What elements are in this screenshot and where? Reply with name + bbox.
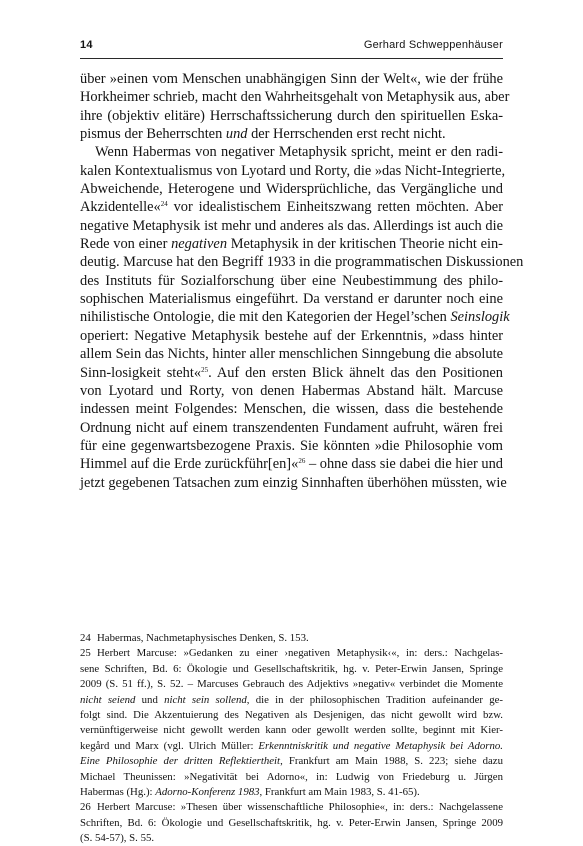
body-line: allem Sein das Nichts, hinter aller menschlichen Sinngebung die absolute xyxy=(80,346,503,363)
text-run: – ohne dass sie dabei die hier und xyxy=(305,456,504,473)
footnote-26 xyxy=(80,800,503,815)
body-line: negative Metaphysik ist mehr und anderes als das. Allerdings ist auch die xyxy=(80,217,503,234)
body-line: ihre (objektiv elitäre) Herrschaftssicherung durch den spirituellen Eska- xyxy=(80,107,503,124)
footnote-line: folgt sind. Die Akzentuierung des Negativen als Desjenigen, das nicht gewollt wird bzw. xyxy=(80,708,503,721)
body-line: Wenn Habermas von negativer Metaphysik spricht, meint er den radi- xyxy=(95,144,503,161)
body-line: kalen Kontextualismus von Lyotard und Rorty, die »das Nicht-Integrierte, xyxy=(80,162,506,179)
footnote-line xyxy=(80,693,503,708)
text-run: pismus der Beherrschten xyxy=(80,126,226,143)
body-line xyxy=(80,198,503,216)
footnote-line: (S. 54-57), S. 55. xyxy=(80,832,155,845)
running-header xyxy=(80,36,503,59)
text-run: kegård und Marx (vgl. Ulrich Müller: xyxy=(80,739,259,752)
body-line: des Instituts für Sozialforschung über eine Neubestimmung des philo- xyxy=(80,272,503,289)
text-run: . Auf den ersten Blick ähnelt das den Positionen xyxy=(208,364,503,381)
footnote-number: 25 xyxy=(80,647,91,660)
text-run: , Frankfurt am Main 1988, S. 223; siehe dazu xyxy=(280,755,503,768)
body-line: Abweichende, Heterogene und Widersprüchliche, das Vergängliche und xyxy=(80,181,503,198)
footnotes xyxy=(80,631,503,846)
text-run: Habermas (Hg.): xyxy=(80,785,156,798)
footnote-text: Herbert Marcuse: »Gedanken zu einer ›negativen Metaphysik‹«, in: ders.: Nachgelas- xyxy=(97,647,503,660)
body-line: Ordnung nicht auf einem transzendenten Fundament aufruht, wären frei xyxy=(80,419,503,436)
footnote-line: Michael Theunissen: »Negativität bei Adorno«, in: Ludwig von Friedeburg u. Jürgen xyxy=(80,770,503,783)
footnote-line: sene Schriften, Bd. 6: Ökologie und Gesellschaftskritik, hg. v. Peter-Erwin Jansen, Springe xyxy=(80,662,503,675)
footnote-ref: 24 xyxy=(160,200,168,209)
emphasis: nicht seiend xyxy=(80,693,136,706)
footnote-line xyxy=(80,739,503,754)
body-line: über »einen vom Menschen unabhängigen Sinn der Welt«, wie der frühe xyxy=(80,71,503,87)
body-line: deutig. Marcuse hat den Begriff 1933 in die programmatischen Diskussionen xyxy=(80,254,524,271)
body-line xyxy=(80,308,510,326)
footnote-number: 24 xyxy=(80,632,91,644)
footnote-ref: 25 xyxy=(201,365,209,374)
body-line: von Lyotard und Rorty, von denen Habermas Abstand hält. Marcuse xyxy=(80,382,503,399)
footnote-line: 2009 (S. 51 ff.), S. 52. – Marcuses Gebrauch des Adjektivs »negativ« verbindet die Momente xyxy=(80,678,503,691)
body-line xyxy=(80,125,503,143)
body-line xyxy=(80,235,503,253)
footnote-line xyxy=(80,754,503,769)
footnote-line: Schriften, Bd. 6: Ökologie und Gesellschaftskritik, hg. v. Peter-Erwin Jansen, Springe 2009 xyxy=(80,816,503,829)
body-line xyxy=(80,364,503,382)
footnote-25 xyxy=(80,646,503,661)
text-run: vor idealistischem Einheitszwang retten möchten. Aber xyxy=(167,199,503,216)
text-run: , die in der philosophischen Tradition aufeinander ge- xyxy=(246,693,504,706)
text-run: und xyxy=(135,693,165,706)
body-line: jetzt gegebenen Tatsachen zum einzig Sinnhaften überhöhen müssten, wie xyxy=(80,474,507,491)
body-text xyxy=(80,70,524,492)
emphasis: und xyxy=(225,126,248,143)
text-run: der Herrschenden erst recht nicht. xyxy=(247,126,446,143)
body-line xyxy=(80,455,503,473)
text-run: nihilistische Ontologie, die mit den Kategorien der Hegel’schen xyxy=(80,309,451,326)
footnote-text: Habermas, Nachmetaphysisches Denken, S. 153. xyxy=(97,632,309,644)
footnote-text: Herbert Marcuse: »Thesen über wissenschaftliche Philosophie«, in: ders.: Nachgelassene xyxy=(97,801,503,814)
book-title: Erkenntniskritik und negative Metaphysik bei Adorno. xyxy=(258,739,503,752)
body-line: sophischen Materialismus eingeführt. Da verstand er darunter noch eine xyxy=(80,291,503,308)
text-run: Metaphysik in der kritischen Theorie nicht ein- xyxy=(227,236,503,253)
body-line: indessen meint Folgendes: Menschen, die wissen, dass die bestehende xyxy=(80,401,503,418)
text-run: Rede von einer xyxy=(80,236,172,253)
emphasis: Seinslogik xyxy=(450,309,510,326)
footnote-number: 26 xyxy=(80,801,91,814)
page-number: 14 xyxy=(80,39,93,51)
text-run: , Frankfurt am Main 1983, S. 41-65). xyxy=(259,785,420,798)
text-run: Akzidentelle« xyxy=(80,199,161,216)
footnote-ref: 26 xyxy=(298,457,306,466)
footnote-line xyxy=(80,785,503,800)
text-run: Himmel auf die Erde zurückführ[en]« xyxy=(80,456,299,473)
footnote-line: vernünftigerweise nicht gewollt werden kann oder gewollt werden sollte, beginnt mit Kier- xyxy=(80,724,503,737)
body-line: Horkheimer schrieb, macht den Wahrheitsgehalt von Metaphysik aus, aber xyxy=(80,89,510,106)
body-line: für eine gegenwartsbezogene Praxis. Sie könnten »die Philosophie vom xyxy=(80,437,503,454)
text-run: Sinn-losigkeit steht« xyxy=(80,364,202,381)
emphasis: negativen xyxy=(171,236,228,253)
running-head-author: Gerhard Schweppenhäuser xyxy=(363,39,503,51)
book-title: Adorno-Konferenz 1983 xyxy=(155,785,260,798)
book-title: Eine Philosophie der dritten Reflektiertheit xyxy=(80,755,281,768)
footnote-24 xyxy=(80,631,503,646)
emphasis: nicht sein sollend xyxy=(164,693,247,706)
body-line: operiert: Negative Metaphysik bestehe auf der Erkenntnis, »dass hinter xyxy=(80,327,503,344)
